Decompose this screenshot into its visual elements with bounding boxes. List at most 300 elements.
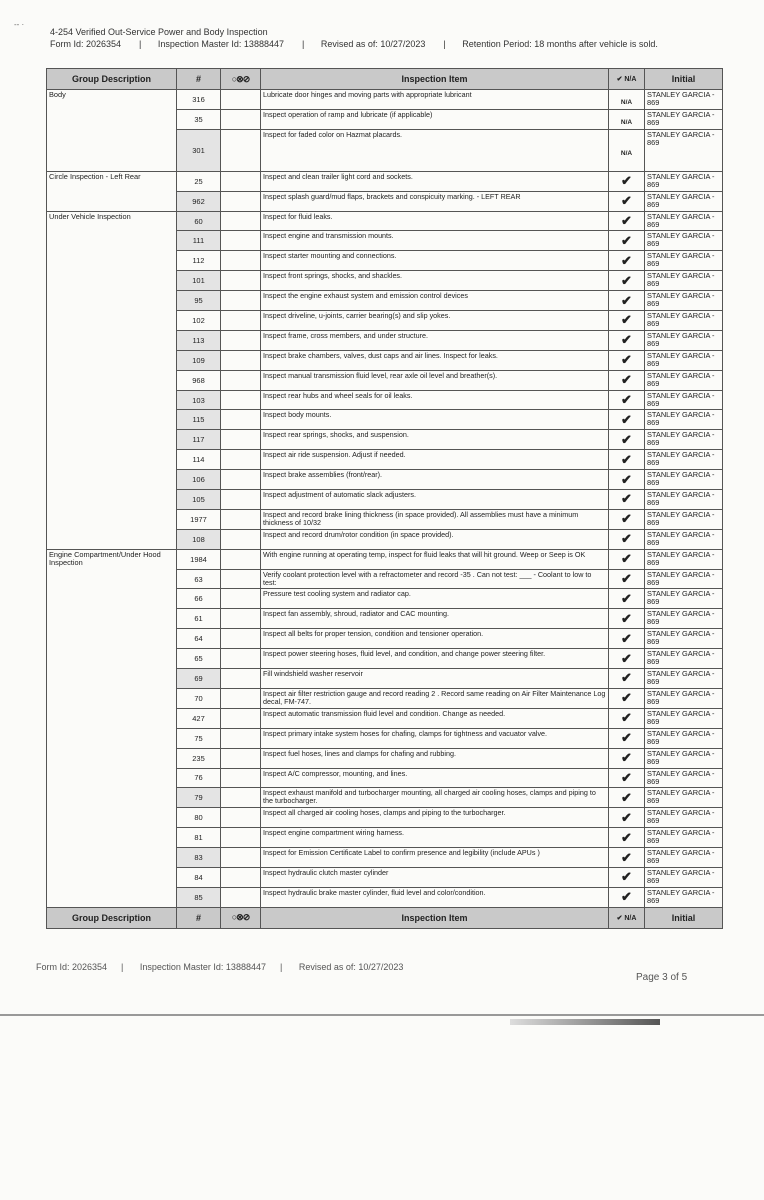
group-cell <box>47 808 177 828</box>
group-cell <box>47 430 177 450</box>
item-number: 75 <box>177 728 221 748</box>
status-cell <box>609 549 645 569</box>
item-number: 962 <box>177 191 221 211</box>
group-cell <box>47 708 177 728</box>
status-cell <box>609 430 645 450</box>
inspection-item: Inspect frame, cross members, and under structure. <box>261 330 609 350</box>
check-icon: ✔ <box>621 730 632 746</box>
group-cell <box>47 569 177 589</box>
inspection-item: With engine running at operating temp, inspect for fluid leaks that will hit ground. Weep or Seep is OK <box>261 549 609 569</box>
retention-period: Retention Period: 18 months after vehicle is sold. <box>462 39 658 49</box>
inspection-item: Inspect power steering hoses, fluid level, and condition, and change power steering filter. <box>261 649 609 669</box>
status-cell <box>609 887 645 907</box>
check-icon: ✔ <box>621 332 632 348</box>
group-cell <box>47 129 177 171</box>
status-icon-cell <box>221 430 261 450</box>
group-cell <box>47 788 177 808</box>
status-icon-cell <box>221 768 261 788</box>
status-icon-cell <box>221 848 261 868</box>
item-number: 1984 <box>177 549 221 569</box>
inspection-item: Inspect front springs, shocks, and shackles. <box>261 271 609 291</box>
table-row <box>47 669 723 689</box>
status-icon-cell <box>221 728 261 748</box>
group-cell <box>47 251 177 271</box>
status-icon-cell <box>221 569 261 589</box>
item-number: 70 <box>177 688 221 708</box>
na-mark: N/A <box>620 149 633 157</box>
status-cell <box>609 529 645 549</box>
table-row <box>47 330 723 350</box>
item-number: 66 <box>177 589 221 609</box>
group-cell <box>47 191 177 211</box>
inspection-item: Inspect engine compartment wiring harness. <box>261 828 609 848</box>
table-header-row <box>47 69 723 90</box>
check-icon: ✔ <box>621 690 632 706</box>
table-footer-row <box>47 907 723 928</box>
group-cell: Engine Compartment/Under Hood Inspection <box>47 549 177 569</box>
document-footer: Form Id: 2026354 | Inspection Master Id: 13888447 | Revised as of: 10/27/2023 <box>36 962 404 972</box>
inspection-table <box>46 68 723 929</box>
check-icon: ✔ <box>621 571 632 587</box>
check-icon: ✔ <box>621 471 632 487</box>
group-cell <box>47 609 177 629</box>
group-cell <box>47 470 177 490</box>
initial-cell: STANLEY GARCIA - 869 <box>645 410 723 430</box>
initial-cell: STANLEY GARCIA - 869 <box>645 330 723 350</box>
item-number: 117 <box>177 430 221 450</box>
item-number: 106 <box>177 470 221 490</box>
na-mark: N/A <box>620 98 633 106</box>
status-cell <box>609 708 645 728</box>
status-icon-cell <box>221 887 261 907</box>
group-cell <box>47 231 177 251</box>
inspection-item: Inspect exhaust manifold and turbocharger mounting, all charged air cooling hoses, clamps and piping to the turbocharger. <box>261 788 609 808</box>
status-icon-cell <box>221 509 261 529</box>
initial-cell: STANLEY GARCIA - 869 <box>645 589 723 609</box>
table-row <box>47 490 723 510</box>
footer-group-description: Group Description <box>47 907 177 928</box>
status-cell <box>609 649 645 669</box>
table-row <box>47 748 723 768</box>
check-icon: ✔ <box>621 610 632 626</box>
group-cell <box>47 669 177 689</box>
item-number: 85 <box>177 887 221 907</box>
inspection-item: Inspect and clean trailer light cord and sockets. <box>261 171 609 191</box>
initial-cell: STANLEY GARCIA - 869 <box>645 370 723 390</box>
scan-mark: -- · <box>14 20 25 29</box>
status-icon-cell <box>221 109 261 129</box>
table-row <box>47 529 723 549</box>
status-cell <box>609 251 645 271</box>
table-row <box>47 509 723 529</box>
status-cell <box>609 191 645 211</box>
check-icon: ✔ <box>621 252 632 268</box>
footer-master-id: Inspection Master Id: 13888447 <box>139 962 266 972</box>
header-status-icons <box>221 69 261 90</box>
item-number: 235 <box>177 748 221 768</box>
status-icon-cell <box>221 609 261 629</box>
master-id: Inspection Master Id: 13888447 <box>157 39 284 49</box>
status-cell <box>609 171 645 191</box>
status-cell <box>609 390 645 410</box>
table-row <box>47 311 723 331</box>
status-cell <box>609 629 645 649</box>
inspection-item: Inspect all charged air cooling hoses, clamps and piping to the turbocharger. <box>261 808 609 828</box>
table-row <box>47 828 723 848</box>
item-number: 69 <box>177 669 221 689</box>
status-cell <box>609 470 645 490</box>
table-row <box>47 171 723 191</box>
inspection-item: Inspect adjustment of automatic slack adjusters. <box>261 490 609 510</box>
status-icon-cell <box>221 171 261 191</box>
group-cell <box>47 450 177 470</box>
item-number: 63 <box>177 569 221 589</box>
status-cell <box>609 490 645 510</box>
status-cell <box>609 828 645 848</box>
table-row <box>47 887 723 907</box>
check-icon: ✔ <box>621 232 632 248</box>
initial-cell: STANLEY GARCIA - 869 <box>645 171 723 191</box>
inspection-item: Inspect A/C compressor, mounting, and lines. <box>261 768 609 788</box>
document-title: 4-254 Verified Out-Service Power and Body Inspection <box>50 27 268 37</box>
table-row <box>47 350 723 370</box>
group-cell <box>47 768 177 788</box>
status-icon-cell <box>221 867 261 887</box>
status-cell <box>609 330 645 350</box>
status-cell <box>609 669 645 689</box>
check-icon: ✔ <box>621 173 632 189</box>
table-row <box>47 271 723 291</box>
circle-icons: ○⊗⊘ <box>231 73 250 84</box>
group-cell <box>47 271 177 291</box>
initial-cell: STANLEY GARCIA - 869 <box>645 688 723 708</box>
table-row <box>47 430 723 450</box>
inspection-item: Inspect for fluid leaks. <box>261 211 609 231</box>
table-row <box>47 410 723 430</box>
group-cell <box>47 410 177 430</box>
inspection-item: Inspect the engine exhaust system and emission control devices <box>261 291 609 311</box>
header-initial: Initial <box>645 69 723 90</box>
inspection-item: Inspect hydraulic brake master cylinder, fluid level and color/condition. <box>261 887 609 907</box>
inspection-item: Inspect engine and transmission mounts. <box>261 231 609 251</box>
group-cell <box>47 649 177 669</box>
status-icon-cell <box>221 490 261 510</box>
check-icon: ✔ <box>621 829 632 845</box>
check-icon: ✔ <box>621 451 632 467</box>
footer-check-na: ✔ N/A <box>609 907 645 928</box>
status-icon-cell <box>221 330 261 350</box>
table-row <box>47 688 723 708</box>
item-number: 80 <box>177 808 221 828</box>
initial-cell: STANLEY GARCIA - 869 <box>645 490 723 510</box>
group-cell <box>47 509 177 529</box>
initial-cell: STANLEY GARCIA - 869 <box>645 450 723 470</box>
item-number: 65 <box>177 649 221 669</box>
initial-cell: STANLEY GARCIA - 869 <box>645 887 723 907</box>
check-icon: ✔ <box>621 849 632 865</box>
status-icon-cell <box>221 390 261 410</box>
group-cell <box>47 370 177 390</box>
item-number: 1977 <box>177 509 221 529</box>
status-icon-cell <box>221 748 261 768</box>
check-icon: ✔ <box>621 193 632 209</box>
status-cell <box>609 450 645 470</box>
table-row <box>47 191 723 211</box>
table-body <box>47 90 723 908</box>
status-cell <box>609 768 645 788</box>
initial-cell: STANLEY GARCIA - 869 <box>645 470 723 490</box>
group-cell <box>47 311 177 331</box>
document-header <box>50 26 676 50</box>
status-cell <box>609 311 645 331</box>
footer-status-icons <box>221 907 261 928</box>
item-number: 76 <box>177 768 221 788</box>
item-number: 105 <box>177 490 221 510</box>
form-id: Form Id: 2026354 <box>50 39 122 49</box>
table-row <box>47 728 723 748</box>
table-row <box>47 291 723 311</box>
initial-cell: STANLEY GARCIA - 869 <box>645 350 723 370</box>
item-number: 79 <box>177 788 221 808</box>
header-check-na: ✔ N/A <box>609 69 645 90</box>
status-icon-cell <box>221 688 261 708</box>
status-icon-cell <box>221 410 261 430</box>
status-cell <box>609 867 645 887</box>
table-row <box>47 589 723 609</box>
group-cell <box>47 291 177 311</box>
check-icon: ✔ <box>621 889 632 905</box>
status-cell <box>609 410 645 430</box>
table-row <box>47 609 723 629</box>
status-icon-cell <box>221 231 261 251</box>
scan-edge-line <box>0 1014 764 1016</box>
status-cell <box>609 370 645 390</box>
group-cell <box>47 330 177 350</box>
status-icon-cell <box>221 788 261 808</box>
item-number: 25 <box>177 171 221 191</box>
item-number: 61 <box>177 609 221 629</box>
group-cell: Body <box>47 90 177 110</box>
status-cell <box>609 609 645 629</box>
table-row <box>47 90 723 110</box>
initial-cell: STANLEY GARCIA - 869 <box>645 231 723 251</box>
status-icon-cell <box>221 529 261 549</box>
item-number: 83 <box>177 848 221 868</box>
status-icon-cell <box>221 129 261 171</box>
item-number: 35 <box>177 109 221 129</box>
footer-revised-date: Revised as of: 10/27/2023 <box>298 962 404 972</box>
status-icon-cell <box>221 350 261 370</box>
footer-number: # <box>177 907 221 928</box>
footer-form-id: Form Id: 2026354 <box>36 962 108 972</box>
status-cell <box>609 211 645 231</box>
check-icon: ✔ <box>621 869 632 885</box>
group-cell <box>47 629 177 649</box>
status-cell <box>609 350 645 370</box>
circle-icons: ○⊗⊘ <box>231 912 250 923</box>
item-number: 60 <box>177 211 221 231</box>
initial-cell: STANLEY GARCIA - 869 <box>645 109 723 129</box>
item-number: 64 <box>177 629 221 649</box>
initial-cell: STANLEY GARCIA - 869 <box>645 271 723 291</box>
group-cell <box>47 828 177 848</box>
check-icon: ✔ <box>621 789 632 805</box>
status-icon-cell <box>221 828 261 848</box>
group-cell <box>47 490 177 510</box>
inspection-item: Inspect for Emission Certificate Label to confirm presence and legibility (include APUs ) <box>261 848 609 868</box>
table-row <box>47 848 723 868</box>
initial-cell: STANLEY GARCIA - 869 <box>645 549 723 569</box>
group-cell <box>47 109 177 129</box>
header-group-description: Group Description <box>47 69 177 90</box>
table-row <box>47 867 723 887</box>
status-cell <box>609 748 645 768</box>
status-cell <box>609 271 645 291</box>
group-cell <box>47 589 177 609</box>
check-icon: ✔ <box>621 312 632 328</box>
item-number: 103 <box>177 390 221 410</box>
group-cell <box>47 688 177 708</box>
check-icon: ✔ <box>621 630 632 646</box>
item-number: 427 <box>177 708 221 728</box>
table-row <box>47 109 723 129</box>
table-row <box>47 708 723 728</box>
status-icon-cell <box>221 370 261 390</box>
status-icon-cell <box>221 649 261 669</box>
check-icon: ✔ <box>621 511 632 527</box>
status-icon-cell <box>221 708 261 728</box>
check-icon: ✔ <box>621 213 632 228</box>
initial-cell: STANLEY GARCIA - 869 <box>645 529 723 549</box>
item-number: 81 <box>177 828 221 848</box>
group-cell <box>47 867 177 887</box>
revised-date: Revised as of: 10/27/2023 <box>320 39 426 49</box>
check-icon: ✔ <box>621 650 632 666</box>
status-cell <box>609 90 645 110</box>
initial-cell: STANLEY GARCIA - 869 <box>645 808 723 828</box>
status-cell <box>609 788 645 808</box>
check-icon: ✔ <box>621 590 632 606</box>
status-icon-cell <box>221 629 261 649</box>
table-row <box>47 129 723 171</box>
status-cell <box>609 808 645 828</box>
item-number: 109 <box>177 350 221 370</box>
initial-cell: STANLEY GARCIA - 869 <box>645 669 723 689</box>
item-number: 101 <box>177 271 221 291</box>
initial-cell: STANLEY GARCIA - 869 <box>645 430 723 450</box>
table-row <box>47 788 723 808</box>
initial-cell: STANLEY GARCIA - 869 <box>645 748 723 768</box>
inspection-item: Verify coolant protection level with a refractometer and record -35 . Can not test: ___ - Coolant to low to test: <box>261 569 609 589</box>
initial-cell: STANLEY GARCIA - 869 <box>645 569 723 589</box>
initial-cell: STANLEY GARCIA - 869 <box>645 251 723 271</box>
inspection-item: Inspect driveline, u-joints, carrier bearing(s) and slip yokes. <box>261 311 609 331</box>
table-row <box>47 370 723 390</box>
table-row <box>47 629 723 649</box>
table-row <box>47 251 723 271</box>
status-icon-cell <box>221 271 261 291</box>
table-row <box>47 211 723 231</box>
table-row <box>47 470 723 490</box>
initial-cell: STANLEY GARCIA - 869 <box>645 629 723 649</box>
table-row <box>47 808 723 828</box>
table-row <box>47 649 723 669</box>
check-icon: ✔ <box>621 750 632 766</box>
initial-cell: STANLEY GARCIA - 869 <box>645 211 723 231</box>
item-number: 111 <box>177 231 221 251</box>
inspection-item: Inspect and record brake lining thickness (in space provided). All assemblies must have a minimum thickness of 10/32 <box>261 509 609 529</box>
check-icon: ✔ <box>621 491 632 507</box>
table-row <box>47 450 723 470</box>
check-icon: ✔ <box>621 531 632 547</box>
check-icon: ✔ <box>621 411 632 427</box>
inspection-item: Inspect rear springs, shocks, and suspension. <box>261 430 609 450</box>
inspection-item: Inspect primary intake system hoses for chafing, clamps for tightness and vacuator valve. <box>261 728 609 748</box>
inspection-item: Inspect body mounts. <box>261 410 609 430</box>
status-cell <box>609 231 645 251</box>
group-cell <box>47 390 177 410</box>
status-icon-cell <box>221 90 261 110</box>
status-cell <box>609 129 645 171</box>
initial-cell: STANLEY GARCIA - 869 <box>645 129 723 171</box>
inspection-item: Inspect starter mounting and connections. <box>261 251 609 271</box>
initial-cell: STANLEY GARCIA - 869 <box>645 848 723 868</box>
item-number: 115 <box>177 410 221 430</box>
initial-cell: STANLEY GARCIA - 869 <box>645 828 723 848</box>
item-number: 95 <box>177 291 221 311</box>
inspection-item: Inspect brake assemblies (front/rear). <box>261 470 609 490</box>
item-number: 113 <box>177 330 221 350</box>
initial-cell: STANLEY GARCIA - 869 <box>645 708 723 728</box>
check-icon: ✔ <box>621 372 632 388</box>
check-icon: ✔ <box>621 670 632 686</box>
item-number: 301 <box>177 129 221 171</box>
inspection-item: Lubricate door hinges and moving parts with appropriate lubricant <box>261 90 609 110</box>
status-cell <box>609 509 645 529</box>
status-cell <box>609 848 645 868</box>
initial-cell: STANLEY GARCIA - 869 <box>645 390 723 410</box>
check-icon: ✔ <box>621 272 632 288</box>
item-number: 112 <box>177 251 221 271</box>
status-cell <box>609 291 645 311</box>
check-icon: ✔ <box>621 292 632 308</box>
inspection-item: Inspect splash guard/mud flaps, brackets and conspicuity marking. - LEFT REAR <box>261 191 609 211</box>
header-number: # <box>177 69 221 90</box>
check-icon: ✔ <box>621 769 632 785</box>
initial-cell: STANLEY GARCIA - 869 <box>645 291 723 311</box>
status-cell <box>609 569 645 589</box>
initial-cell: STANLEY GARCIA - 869 <box>645 609 723 629</box>
item-number: 108 <box>177 529 221 549</box>
table-row <box>47 231 723 251</box>
footer-inspection-item: Inspection Item <box>261 907 609 928</box>
inspection-item: Inspect rear hubs and wheel seals for oil leaks. <box>261 390 609 410</box>
check-icon: ✔ <box>621 392 632 408</box>
initial-cell: STANLEY GARCIA - 869 <box>645 311 723 331</box>
group-cell: Circle Inspection - Left Rear <box>47 171 177 191</box>
status-icon-cell <box>221 669 261 689</box>
status-icon-cell <box>221 549 261 569</box>
inspection-item: Inspect fan assembly, shroud, radiator and CAC mounting. <box>261 609 609 629</box>
inspection-item: Inspect all belts for proper tension, condition and tensioner operation. <box>261 629 609 649</box>
initial-cell: STANLEY GARCIA - 869 <box>645 90 723 110</box>
group-cell <box>47 887 177 907</box>
initial-cell: STANLEY GARCIA - 869 <box>645 788 723 808</box>
footer-initial: Initial <box>645 907 723 928</box>
page-number: Page 3 of 5 <box>636 972 688 983</box>
status-cell <box>609 589 645 609</box>
item-number: 968 <box>177 370 221 390</box>
